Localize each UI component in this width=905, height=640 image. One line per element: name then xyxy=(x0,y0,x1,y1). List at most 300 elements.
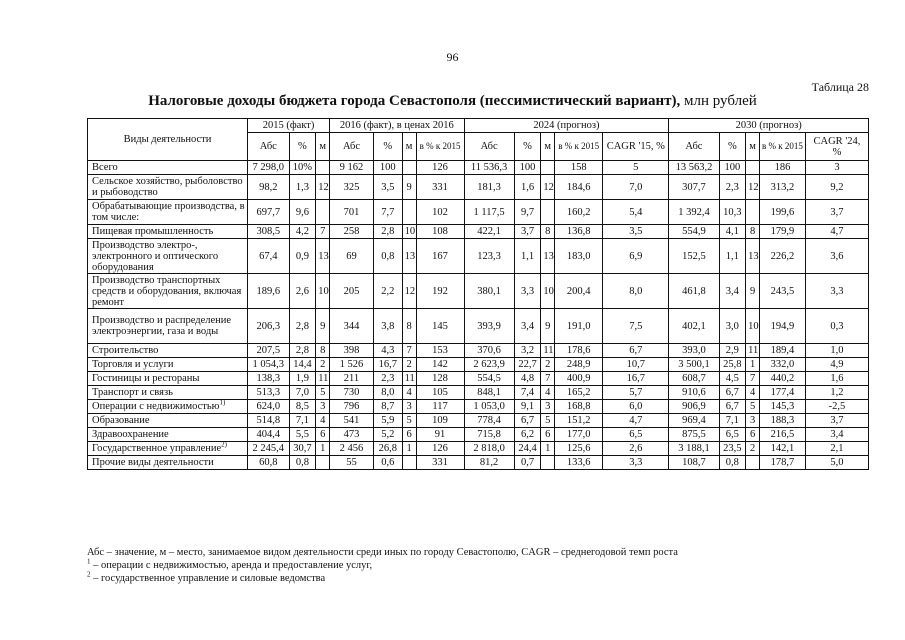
table-row xyxy=(88,344,869,358)
table-cell: 3 500,1 xyxy=(669,358,719,372)
row-activity-name: Производство и распределение электроэнергии, газа и воды xyxy=(88,309,248,344)
table-cell: 200,4 xyxy=(555,274,603,309)
table-cell: 1 392,4 xyxy=(669,200,719,225)
table-cell: 243,5 xyxy=(760,274,806,309)
table-cell: 4,9 xyxy=(805,358,868,372)
table-cell: 730 xyxy=(330,386,374,400)
table-cell: 1,1 xyxy=(514,239,541,274)
table-cell: 23,5 xyxy=(719,442,746,456)
table-row xyxy=(88,309,869,344)
table-title xyxy=(0,93,905,110)
table-cell: 102 xyxy=(416,200,464,225)
table-cell: 165,2 xyxy=(555,386,603,400)
table-cell: 9 162 xyxy=(330,161,374,175)
header-activity: Виды деятельности xyxy=(88,119,248,161)
table-cell: 0,7 xyxy=(514,456,541,470)
table-cell: 7,0 xyxy=(289,386,316,400)
row-activity-name: Производство электро-, электронного и оптического оборудования xyxy=(88,239,248,274)
table-cell: 3,7 xyxy=(514,225,541,239)
table-cell: 10% xyxy=(289,161,316,175)
table-cell: 0,8 xyxy=(719,456,746,470)
table-cell: 128 xyxy=(416,372,464,386)
table-cell: 701 xyxy=(330,200,374,225)
table-cell xyxy=(402,456,416,470)
table-cell: 3,3 xyxy=(603,456,669,470)
header-2015: 2015 (факт) xyxy=(248,119,330,133)
table-cell: 1 xyxy=(746,358,760,372)
table-cell: 98,2 xyxy=(248,175,290,200)
table-cell: 3 xyxy=(746,414,760,428)
table-cell: 6,9 xyxy=(603,239,669,274)
header-2030: 2030 (прогноз) xyxy=(669,119,869,133)
table-cell: 11 xyxy=(402,372,416,386)
table-cell: 4,8 xyxy=(514,372,541,386)
table-cell: 2,3 xyxy=(373,372,402,386)
table-cell: 2 245,4 xyxy=(248,442,290,456)
table-cell: 1 053,0 xyxy=(464,400,514,414)
table-cell: 6,7 xyxy=(514,414,541,428)
table-cell: 10 xyxy=(316,274,330,309)
table-cell: 4,1 xyxy=(719,225,746,239)
table-cell: 4,3 xyxy=(373,344,402,358)
header-2016: 2016 (факт), в ценах 2016 xyxy=(330,119,464,133)
table-cell: 2,8 xyxy=(373,225,402,239)
table-cell: 2,8 xyxy=(289,309,316,344)
table-row xyxy=(88,386,869,400)
table-cell: 206,3 xyxy=(248,309,290,344)
table-cell: 2,6 xyxy=(603,442,669,456)
table-cell: 178,7 xyxy=(760,456,806,470)
table-cell: 3,6 xyxy=(805,239,868,274)
table-cell: 189,6 xyxy=(248,274,290,309)
table-cell: 1,1 xyxy=(719,239,746,274)
table-cell: 183,0 xyxy=(555,239,603,274)
row-activity-name: Строительство xyxy=(88,344,248,358)
table-cell: 7 xyxy=(746,372,760,386)
table-cell: 5,7 xyxy=(603,386,669,400)
header-m: м xyxy=(316,133,330,161)
table-cell: 461,8 xyxy=(669,274,719,309)
table-cell: 5,5 xyxy=(289,428,316,442)
table-cell: 5,0 xyxy=(805,456,868,470)
table-row xyxy=(88,414,869,428)
table-cell: 25,8 xyxy=(719,358,746,372)
table-cell: 402,1 xyxy=(669,309,719,344)
table-cell: 3 xyxy=(541,400,555,414)
header-pct: % xyxy=(373,133,402,161)
table-row xyxy=(88,225,869,239)
table-cell: 3,2 xyxy=(514,344,541,358)
table-cell: 191,0 xyxy=(555,309,603,344)
table-cell: 117 xyxy=(416,400,464,414)
table-cell: 100 xyxy=(514,161,541,175)
table-cell: 697,7 xyxy=(248,200,290,225)
table-cell: 7,7 xyxy=(373,200,402,225)
table-cell: 16,7 xyxy=(373,358,402,372)
table-cell: 5,4 xyxy=(603,200,669,225)
table-cell: 2 818,0 xyxy=(464,442,514,456)
row-activity-name: Торговля и услуги xyxy=(88,358,248,372)
header-m: м xyxy=(402,133,416,161)
table-cell: 6 xyxy=(316,428,330,442)
table-cell: 16,7 xyxy=(603,372,669,386)
table-cell: 2,2 xyxy=(373,274,402,309)
table-label: Таблица 28 xyxy=(811,80,869,94)
table-row xyxy=(88,456,869,470)
table-cell: 608,7 xyxy=(669,372,719,386)
table-cell: 6,7 xyxy=(719,400,746,414)
table-cell: 0,8 xyxy=(289,456,316,470)
table-cell: 7,1 xyxy=(719,414,746,428)
table-cell: 2 xyxy=(541,358,555,372)
table-cell: 875,5 xyxy=(669,428,719,442)
table-cell: 211 xyxy=(330,372,374,386)
table-cell: 13 xyxy=(316,239,330,274)
table-cell: 4,7 xyxy=(603,414,669,428)
header-abs: Абс xyxy=(248,133,290,161)
table-cell: 2 xyxy=(402,358,416,372)
table-cell: 109 xyxy=(416,414,464,428)
table-cell: 179,9 xyxy=(760,225,806,239)
table-cell: 7 298,0 xyxy=(248,161,290,175)
table-cell: 6,2 xyxy=(514,428,541,442)
table-cell: 4,5 xyxy=(719,372,746,386)
table-cell xyxy=(746,456,760,470)
table-cell: 1,3 xyxy=(289,175,316,200)
table-cell: 184,6 xyxy=(555,175,603,200)
table-cell: 108,7 xyxy=(669,456,719,470)
table-cell: 67,4 xyxy=(248,239,290,274)
table-cell: 8 xyxy=(746,225,760,239)
header-pct: % xyxy=(719,133,746,161)
title-bold: Налоговые доходы бюджета города Севастополя (пессимистический вариант), xyxy=(148,93,681,109)
table-cell: 136,8 xyxy=(555,225,603,239)
page-number: 96 xyxy=(446,50,459,64)
row-activity-name: Гостиницы и рестораны xyxy=(88,372,248,386)
table-cell: 9 xyxy=(746,274,760,309)
table-cell: 55 xyxy=(330,456,374,470)
table-cell: 404,4 xyxy=(248,428,290,442)
table-cell: 332,0 xyxy=(760,358,806,372)
table-cell: 3,4 xyxy=(805,428,868,442)
footnote-2: $^2$ – государственное управление и силовые ведомства xyxy=(87,570,326,584)
header-abs: Абс xyxy=(464,133,514,161)
table-cell: 10,3 xyxy=(719,200,746,225)
footnote-legend: Абс – значение, м – место, занимаемое видом деятельности среди иных по городу Севастополю, CAGR – среднегодовой темп роста xyxy=(87,547,678,558)
table-cell: 906,9 xyxy=(669,400,719,414)
table-cell: 12 xyxy=(746,175,760,200)
table-cell: 5 xyxy=(402,414,416,428)
table-cell: 7 xyxy=(402,344,416,358)
table-cell: 554,9 xyxy=(669,225,719,239)
table-cell: 7 xyxy=(541,372,555,386)
table-cell: 6,5 xyxy=(603,428,669,442)
table-cell: 151,2 xyxy=(555,414,603,428)
table-row xyxy=(88,442,869,456)
table-cell: 554,5 xyxy=(464,372,514,386)
header-m: м xyxy=(746,133,760,161)
table-cell: 715,8 xyxy=(464,428,514,442)
table-cell: 400,9 xyxy=(555,372,603,386)
table-cell: 8,0 xyxy=(373,386,402,400)
table-cell: 2 xyxy=(316,358,330,372)
table-cell: 308,5 xyxy=(248,225,290,239)
table-cell xyxy=(316,161,330,175)
table-body xyxy=(88,161,869,470)
table-cell: 7 xyxy=(316,225,330,239)
table-cell: 69 xyxy=(330,239,374,274)
row-activity-name: Государственное управление$^{2)}$ xyxy=(88,442,248,456)
table-cell: 5 xyxy=(603,161,669,175)
table-cell: 2 xyxy=(746,442,760,456)
table-cell: 100 xyxy=(373,161,402,175)
table-cell: 513,3 xyxy=(248,386,290,400)
table-cell: 4 xyxy=(316,414,330,428)
tax-revenue-table xyxy=(87,118,869,470)
table-cell xyxy=(541,456,555,470)
table-cell: 207,5 xyxy=(248,344,290,358)
table-cell: 370,6 xyxy=(464,344,514,358)
table-cell: 13 xyxy=(746,239,760,274)
table-cell: 307,7 xyxy=(669,175,719,200)
table-cell: 12 xyxy=(541,175,555,200)
table-cell: 1 xyxy=(541,442,555,456)
table-cell: 6,7 xyxy=(719,386,746,400)
table-cell: 178,6 xyxy=(555,344,603,358)
table-cell: 30,7 xyxy=(289,442,316,456)
table-cell: 258 xyxy=(330,225,374,239)
table-cell: 7,4 xyxy=(514,386,541,400)
table-cell: 181,3 xyxy=(464,175,514,200)
row-activity-name: Транспорт и связь xyxy=(88,386,248,400)
table-cell: 8,5 xyxy=(289,400,316,414)
table-row xyxy=(88,161,869,175)
table-cell: 125,6 xyxy=(555,442,603,456)
table-row xyxy=(88,239,869,274)
table-cell: -2,5 xyxy=(805,400,868,414)
table-cell: 8,7 xyxy=(373,400,402,414)
table-cell: 8 xyxy=(541,225,555,239)
header-pct: % xyxy=(289,133,316,161)
table-cell: 22,7 xyxy=(514,358,541,372)
header-abs: Абс xyxy=(330,133,374,161)
table-cell: 778,4 xyxy=(464,414,514,428)
table-cell: 393,9 xyxy=(464,309,514,344)
table-cell: 473 xyxy=(330,428,374,442)
table-cell: 6,0 xyxy=(603,400,669,414)
table-cell: 8,0 xyxy=(603,274,669,309)
header-cagr-24: CAGR '24, % xyxy=(805,133,868,161)
table-cell: 3,3 xyxy=(514,274,541,309)
table-cell: 9 xyxy=(316,309,330,344)
table-cell: 541 xyxy=(330,414,374,428)
table-cell: 7,1 xyxy=(289,414,316,428)
table-cell: 5 xyxy=(541,414,555,428)
table-cell: 3,8 xyxy=(373,309,402,344)
table-cell: 440,2 xyxy=(760,372,806,386)
table-cell: 123,3 xyxy=(464,239,514,274)
table-cell: 153 xyxy=(416,344,464,358)
table-cell: 142,1 xyxy=(760,442,806,456)
table-cell: 9,1 xyxy=(514,400,541,414)
table-cell: 14,4 xyxy=(289,358,316,372)
table-cell: 5,2 xyxy=(373,428,402,442)
table-cell: 5 xyxy=(746,400,760,414)
table-cell: 6 xyxy=(541,428,555,442)
header-cagr-15: CAGR '15, % xyxy=(603,133,669,161)
table-cell: 624,0 xyxy=(248,400,290,414)
table-cell: 4 xyxy=(402,386,416,400)
table-cell: 3,7 xyxy=(805,200,868,225)
table-cell: 168,8 xyxy=(555,400,603,414)
table-row xyxy=(88,428,869,442)
table-cell: 2,1 xyxy=(805,442,868,456)
table-cell: 10 xyxy=(541,274,555,309)
row-activity-name: Прочие виды деятельности xyxy=(88,456,248,470)
table-cell: 194,9 xyxy=(760,309,806,344)
table-cell: 91 xyxy=(416,428,464,442)
table-cell: 9,2 xyxy=(805,175,868,200)
table-cell: 3,5 xyxy=(373,175,402,200)
table-cell: 152,5 xyxy=(669,239,719,274)
table-cell: 331 xyxy=(416,175,464,200)
table-cell: 13 xyxy=(402,239,416,274)
table-cell: 3,4 xyxy=(514,309,541,344)
table-cell: 7,5 xyxy=(603,309,669,344)
header-pct: % xyxy=(514,133,541,161)
table-cell xyxy=(746,200,760,225)
header-pct-2015: в % к 2015 xyxy=(416,133,464,161)
table-cell: 1,9 xyxy=(289,372,316,386)
table-cell: 3 xyxy=(402,400,416,414)
table-cell: 0,3 xyxy=(805,309,868,344)
table-cell: 248,9 xyxy=(555,358,603,372)
row-activity-name: Производство транспортных средств и оборудования, включая ремонт xyxy=(88,274,248,309)
table-cell: 331 xyxy=(416,456,464,470)
header-pct-2015: в % к 2015 xyxy=(760,133,806,161)
table-cell: 3 xyxy=(805,161,868,175)
table-cell: 4 xyxy=(541,386,555,400)
table-cell: 398 xyxy=(330,344,374,358)
table-cell: 2,8 xyxy=(289,344,316,358)
table-cell: 0,9 xyxy=(289,239,316,274)
table-cell: 10 xyxy=(402,225,416,239)
table-cell: 3,4 xyxy=(719,274,746,309)
table-cell: 3 xyxy=(316,400,330,414)
table-cell: 26,8 xyxy=(373,442,402,456)
table-cell: 4,2 xyxy=(289,225,316,239)
table-cell: 910,6 xyxy=(669,386,719,400)
table-cell: 380,1 xyxy=(464,274,514,309)
title-unit: млн рублей xyxy=(680,93,757,109)
table-cell: 100 xyxy=(719,161,746,175)
table-cell: 138,3 xyxy=(248,372,290,386)
table-cell: 1 117,5 xyxy=(464,200,514,225)
table-row xyxy=(88,175,869,200)
table-cell: 2,9 xyxy=(719,344,746,358)
table-cell: 186 xyxy=(760,161,806,175)
table-cell: 6,7 xyxy=(603,344,669,358)
table-cell: 188,3 xyxy=(760,414,806,428)
table-cell xyxy=(402,161,416,175)
table-cell: 11 xyxy=(541,344,555,358)
table-cell: 12 xyxy=(316,175,330,200)
row-activity-name: Всего xyxy=(88,161,248,175)
header-abs: Абс xyxy=(669,133,719,161)
table-cell: 11 536,3 xyxy=(464,161,514,175)
row-activity-name: Образование xyxy=(88,414,248,428)
table-cell: 11 xyxy=(316,372,330,386)
table-cell: 126 xyxy=(416,161,464,175)
table-cell: 9,6 xyxy=(289,200,316,225)
table-cell xyxy=(402,200,416,225)
table-cell: 344 xyxy=(330,309,374,344)
table-cell: 1,0 xyxy=(805,344,868,358)
table-cell: 13 563,2 xyxy=(669,161,719,175)
table-cell: 12 xyxy=(402,274,416,309)
table-cell: 24,4 xyxy=(514,442,541,456)
table-cell: 142 xyxy=(416,358,464,372)
table-cell: 848,1 xyxy=(464,386,514,400)
table-row xyxy=(88,372,869,386)
table-cell: 2,6 xyxy=(289,274,316,309)
table-cell: 6 xyxy=(402,428,416,442)
table-cell: 177,0 xyxy=(555,428,603,442)
table-cell: 422,1 xyxy=(464,225,514,239)
table-cell: 9 xyxy=(541,309,555,344)
table-cell: 10 xyxy=(746,309,760,344)
table-cell: 3,3 xyxy=(805,274,868,309)
table-cell: 189,4 xyxy=(760,344,806,358)
table-cell: 1 xyxy=(402,442,416,456)
table-cell xyxy=(316,200,330,225)
table-cell: 6 xyxy=(746,428,760,442)
footnote-1: $^1$ – операции с недвижимостью, аренда и предоставление услуг, xyxy=(87,557,373,571)
row-activity-name: Операции с недвижимостью$^{1)}$ xyxy=(88,400,248,414)
table-cell: 1,6 xyxy=(805,372,868,386)
table-cell xyxy=(746,161,760,175)
table-cell: 13 xyxy=(541,239,555,274)
table-cell: 60,8 xyxy=(248,456,290,470)
table-cell: 969,4 xyxy=(669,414,719,428)
row-activity-name: Здравоохранение xyxy=(88,428,248,442)
table-cell: 393,0 xyxy=(669,344,719,358)
table-cell: 2,3 xyxy=(719,175,746,200)
table-cell: 313,2 xyxy=(760,175,806,200)
table-cell: 1 xyxy=(316,442,330,456)
table-cell: 145,3 xyxy=(760,400,806,414)
table-cell: 796 xyxy=(330,400,374,414)
table-cell: 0,6 xyxy=(373,456,402,470)
table-cell: 8 xyxy=(316,344,330,358)
header-2024: 2024 (прогноз) xyxy=(464,119,669,133)
table-cell: 4 xyxy=(746,386,760,400)
table-cell: 199,6 xyxy=(760,200,806,225)
table-cell: 0,8 xyxy=(373,239,402,274)
table-cell: 158 xyxy=(555,161,603,175)
table-cell: 6,5 xyxy=(719,428,746,442)
table-row xyxy=(88,274,869,309)
table-cell: 145 xyxy=(416,309,464,344)
table-cell: 10,7 xyxy=(603,358,669,372)
table-cell: 7,0 xyxy=(603,175,669,200)
table-cell: 11 xyxy=(746,344,760,358)
table-cell: 205 xyxy=(330,274,374,309)
table-cell: 133,6 xyxy=(555,456,603,470)
table-row xyxy=(88,400,869,414)
table-cell: 1,6 xyxy=(514,175,541,200)
table-cell: 1 526 xyxy=(330,358,374,372)
